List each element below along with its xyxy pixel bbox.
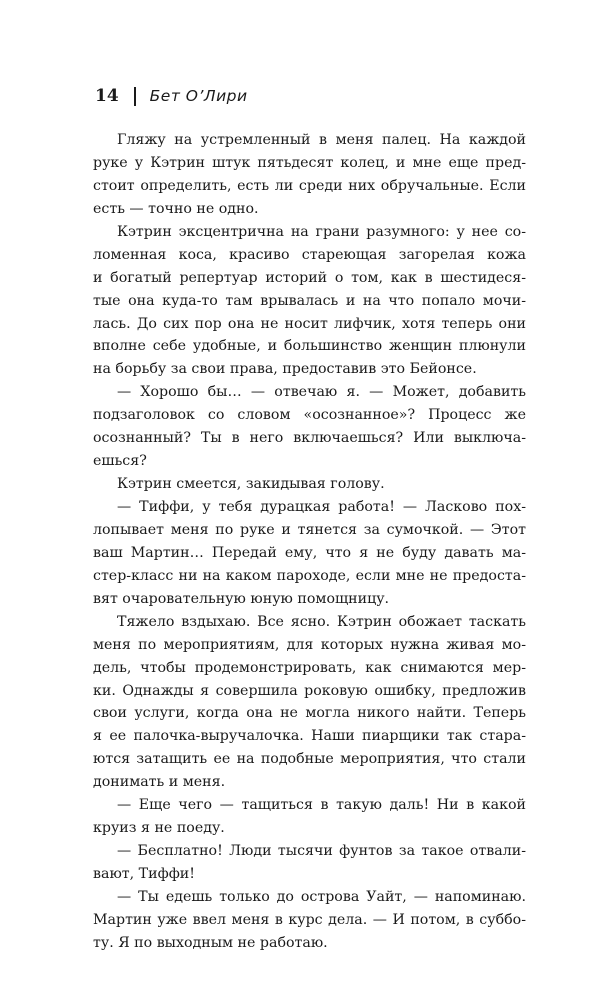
text-line: вят очаровательную юную помощницу. — [93, 590, 390, 607]
text-line: стер-класс ни на каком пароходе, если мне не предоста- — [93, 567, 526, 584]
paragraph-first-line: — Бесплатно! Люди тысячи фунтов за такое отвали- — [117, 843, 526, 860]
text-line: и богатый репертуар историй о том, как в шестидеся- — [93, 269, 526, 286]
text-line: круиз я не поеду. — [93, 820, 225, 837]
header-divider — [134, 87, 136, 106]
text-line: ваш Мартин… Передай ему, что я не буду давать ма- — [93, 544, 526, 561]
page-number: 14 — [95, 86, 119, 106]
text-line: Мартин уже ввел меня в курс дела. — И потом, в суббо- — [93, 911, 526, 928]
text-line: на борьбу за свои права, предоставив это Бейонсе. — [93, 361, 477, 378]
text-line: вполне себе удобные, и большинство женщин плюнули — [93, 338, 526, 355]
paragraph-first-line: Гляжу на устремленный в меня палец. На каждой — [117, 132, 526, 148]
text-line: лась. До сих пор она не носит лифчик, хотя теперь они — [93, 315, 526, 332]
text-line: дель, чтобы продемонстрировать, как снимаются мер- — [93, 659, 526, 676]
text-line: ешься? — [93, 453, 147, 470]
paragraph-first-line: — Хорошо бы… — отвечаю я. — Может, добавить — [117, 384, 526, 401]
text-line: ломенная коса, красиво стареющая загорелая кожа — [93, 246, 526, 263]
paragraph-first-line: — Ты едешь только до острова Уайт, — напоминаю. — [117, 888, 526, 905]
text-line: меня по мероприятиям, для которых нужна живая мо- — [93, 636, 526, 653]
paragraph-first-line: Тяжело вздыхаю. Все ясно. Кэтрин обожает таскать — [117, 613, 526, 630]
paragraph-first-line: Кэтрин смеется, закидывая голову. — [117, 476, 385, 493]
text-line: свои услуги, когда она не могла никого найти. Теперь — [93, 705, 526, 722]
paragraph-first-line: — Тиффи, у тебя дурацкая работа! — Ласково пох- — [117, 499, 526, 515]
paragraph-first-line: — Еще чего — тащиться в такую даль! Ни в какой — [117, 797, 526, 814]
text-line: донимать и меня. — [93, 774, 226, 791]
text-line: вают, Тиффи! — [93, 866, 195, 882]
text-line: осознанный? Ты в него включаешься? Или выключа- — [93, 430, 526, 447]
running-author: Бет О’Лири — [149, 87, 248, 105]
running-head — [95, 84, 248, 108]
text-line: стоит определить, есть ли среди них обручальные. Если — [93, 177, 526, 194]
text-line: есть — точно не одно. — [93, 200, 259, 217]
text-line: руке у Кэтрин штук пятьдесят колец, и мне еще пред- — [93, 154, 526, 171]
paragraph-first-line: Кэтрин эксцентрична на грани разумного: у нее со- — [117, 223, 526, 240]
text-line: я ее палочка-выручалочка. Наши пиарщики так стара- — [93, 728, 526, 745]
text-line: ются затащить ее на подобные мероприятия, что стали — [93, 751, 526, 768]
body-text — [93, 129, 526, 955]
text-line: лопывает меня по руке и тянется за сумочкой. — Этот — [93, 521, 526, 538]
text-line: тые она куда-то там врывалась и на что попало мочи- — [93, 292, 526, 309]
text-line: подзаголовок со словом «осознанное»? Процесс же — [93, 407, 526, 424]
text-line: ту. Я по выходным не работаю. — [93, 934, 328, 951]
text-line: ки. Однажды я совершила роковую ошибку, предложив — [93, 682, 526, 699]
